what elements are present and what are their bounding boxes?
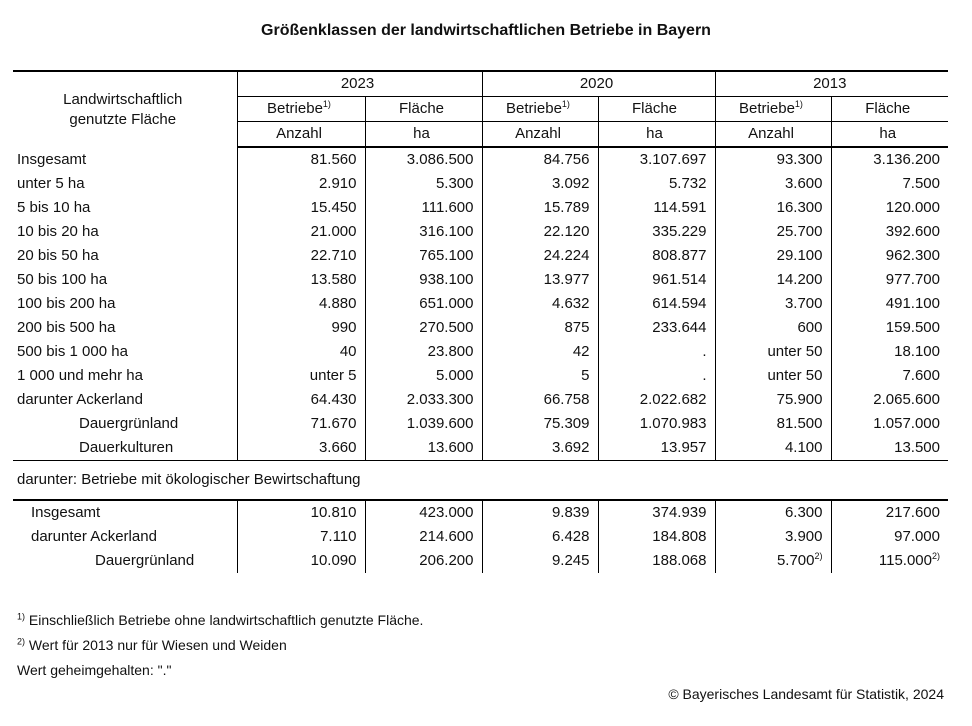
cell-value: 765.100 (365, 244, 482, 268)
cell-value: 159.500 (831, 316, 948, 340)
cell-value: 217.600 (831, 500, 948, 525)
footnote-2: $^{2)}$ Wert für 2013 nur für Wiesen und Weiden (17, 636, 287, 653)
cell-value: 977.700 (831, 268, 948, 292)
cell-value: 40 (237, 340, 365, 364)
cell-value: 3.136.200 (831, 147, 948, 172)
col-flaeche-2013: Fläche (831, 97, 948, 122)
cell-value: 1.039.600 (365, 412, 482, 436)
footnote-1: $^{1)}$ Einschließlich Betriebe ohne landwirtschaftlich genutzte Fläche. (17, 611, 424, 628)
table-row (13, 196, 948, 220)
row-label: 20 bis 50 ha (17, 247, 99, 264)
cell-value: 9.245 (482, 549, 598, 573)
cell-value: 9.839 (482, 500, 598, 525)
cell-value: 233.644 (598, 316, 715, 340)
cell-value: 1.070.983 (598, 412, 715, 436)
cell-value: 16.300 (715, 196, 831, 220)
cell-value: 188.068 (598, 549, 715, 573)
cell-value: 961.514 (598, 268, 715, 292)
table-title: Größenklassen der landwirtschaftlichen Betriebe in Bayern (261, 22, 711, 39)
table-row (13, 500, 948, 525)
cell-value: 14.200 (715, 268, 831, 292)
cell-value: 5 (482, 364, 598, 388)
cell-value: 97.000 (831, 525, 948, 549)
cell-value: 15.789 (482, 196, 598, 220)
table-row (13, 412, 948, 436)
cell-value: 10.810 (237, 500, 365, 525)
cell-value: 5.000 (365, 364, 482, 388)
row-label: 200 bis 500 ha (17, 319, 116, 336)
cell-value: 2.022.682 (598, 388, 715, 412)
cell-value: 75.900 (715, 388, 831, 412)
cell-value: 184.808 (598, 525, 715, 549)
cell-value: 4.880 (237, 292, 365, 316)
cell-value: unter 50 (715, 364, 831, 388)
unit-anzahl: Anzahl (715, 122, 831, 148)
row-label: Insgesamt (31, 504, 101, 521)
cell-value: 22.120 (482, 220, 598, 244)
year-2023-header: 2023 (237, 71, 482, 97)
cell-value: 18.100 (831, 340, 948, 364)
unit-ha: ha (598, 122, 715, 148)
cell-value: 2.910 (237, 172, 365, 196)
cell-value: 66.758 (482, 388, 598, 412)
cell-value: unter 50 (715, 340, 831, 364)
table-row (13, 292, 948, 316)
col-betriebe-2020: Betriebe$^{1)}$ (482, 97, 598, 122)
cell-value: 7.600 (831, 364, 948, 388)
copyright: © Bayerisches Landesamt für Statistik, 2024 (668, 686, 944, 702)
cell-value: 111.600 (365, 196, 482, 220)
cell-value: 13.500 (831, 436, 948, 461)
col-flaeche-2023: Fläche (365, 97, 482, 122)
row-label: darunter Ackerland (17, 391, 143, 408)
year-2020-header: 2020 (482, 71, 715, 97)
cell-value: 75.309 (482, 412, 598, 436)
unit-anzahl: Anzahl (237, 122, 365, 148)
cell-value: 115.000$^{2)}$ (831, 549, 948, 573)
cell-value: 13.600 (365, 436, 482, 461)
cell-value: 114.591 (598, 196, 715, 220)
data-table (13, 70, 948, 573)
row-label: Dauergrünland (95, 552, 195, 569)
row-label: 100 bis 200 ha (17, 295, 116, 312)
cell-value: 6.300 (715, 500, 831, 525)
row-label: Dauergrünland (79, 415, 179, 432)
cell-value: 13.580 (237, 268, 365, 292)
cell-value: 214.600 (365, 525, 482, 549)
cell-value: 64.430 (237, 388, 365, 412)
year-2013-header: 2013 (715, 71, 948, 97)
cell-value: 3.900 (715, 525, 831, 549)
cell-value: 29.100 (715, 244, 831, 268)
footnote-3: Wert geheimgehalten: "." (17, 662, 172, 678)
table-row (13, 436, 948, 461)
cell-value: 1.057.000 (831, 412, 948, 436)
cell-value: 600 (715, 316, 831, 340)
unit-ha: ha (365, 122, 482, 148)
cell-value: 4.632 (482, 292, 598, 316)
cell-value: 120.000 (831, 196, 948, 220)
oeko-rows (13, 500, 948, 573)
cell-value: 316.100 (365, 220, 482, 244)
cell-value: 21.000 (237, 220, 365, 244)
row-label-header: Landwirtschaftlich genutzte Fläche (13, 71, 237, 147)
cell-value: 651.000 (365, 292, 482, 316)
table-row (13, 172, 948, 196)
cell-value: 335.229 (598, 220, 715, 244)
cell-value: 962.300 (831, 244, 948, 268)
cell-value: 938.100 (365, 268, 482, 292)
section-label: darunter: Betriebe mit ökologischer Bewirtschaftung (13, 461, 948, 501)
cell-value: 93.300 (715, 147, 831, 172)
table-row (13, 525, 948, 549)
cell-value: 15.450 (237, 196, 365, 220)
row-label: Insgesamt (17, 150, 87, 168)
cell-value: 4.100 (715, 436, 831, 461)
row-label: 50 bis 100 ha (17, 271, 108, 288)
cell-value: . (598, 340, 715, 364)
table-row (13, 220, 948, 244)
table-row (13, 316, 948, 340)
cell-value: 2.065.600 (831, 388, 948, 412)
col-flaeche-2020: Fläche (598, 97, 715, 122)
cell-value: 23.800 (365, 340, 482, 364)
cell-value: 6.428 (482, 525, 598, 549)
table-row (13, 388, 948, 412)
col-betriebe-2023: Betriebe$^{1)}$ (237, 97, 365, 122)
col-betriebe-2013: Betriebe$^{1)}$ (715, 97, 831, 122)
cell-value: 3.600 (715, 172, 831, 196)
table-row (13, 364, 948, 388)
row-label: 10 bis 20 ha (17, 223, 99, 240)
main-rows (13, 147, 948, 461)
cell-value: 875 (482, 316, 598, 340)
row-label: 5 bis 10 ha (17, 199, 91, 216)
table-row (13, 244, 948, 268)
cell-value: 24.224 (482, 244, 598, 268)
cell-value: 206.200 (365, 549, 482, 573)
cell-value: 81.500 (715, 412, 831, 436)
cell-value: 7.110 (237, 525, 365, 549)
cell-value: 13.957 (598, 436, 715, 461)
cell-value: 42 (482, 340, 598, 364)
cell-value: 5.300 (365, 172, 482, 196)
cell-value: 423.000 (365, 500, 482, 525)
cell-value: 3.107.697 (598, 147, 715, 172)
cell-value: 491.100 (831, 292, 948, 316)
cell-value: 374.939 (598, 500, 715, 525)
cell-value: 25.700 (715, 220, 831, 244)
footnotes (17, 608, 423, 683)
unit-anzahl: Anzahl (482, 122, 598, 148)
cell-value: 614.594 (598, 292, 715, 316)
cell-value: 7.500 (831, 172, 948, 196)
row-label: 500 bis 1 000 ha (17, 343, 128, 360)
cell-value: 81.560 (237, 147, 365, 172)
cell-value: 71.670 (237, 412, 365, 436)
unit-ha: ha (831, 122, 948, 148)
cell-value: 2.033.300 (365, 388, 482, 412)
table-row (13, 549, 948, 573)
cell-value: . (598, 364, 715, 388)
row-label: 1 000 und mehr ha (17, 367, 143, 384)
cell-value: 808.877 (598, 244, 715, 268)
cell-value: 84.756 (482, 147, 598, 172)
cell-value: 392.600 (831, 220, 948, 244)
row-label: unter 5 ha (17, 175, 85, 192)
row-label: Dauerkulturen (13, 436, 237, 461)
cell-value: 22.710 (237, 244, 365, 268)
cell-value: 5.700$^{2)}$ (715, 549, 831, 573)
cell-value: 3.092 (482, 172, 598, 196)
cell-value: 10.090 (237, 549, 365, 573)
cell-value: 5.732 (598, 172, 715, 196)
cell-value: unter 5 (237, 364, 365, 388)
cell-value: 3.692 (482, 436, 598, 461)
table-row (13, 268, 948, 292)
cell-value: 270.500 (365, 316, 482, 340)
table-row (13, 147, 948, 172)
cell-value: 3.700 (715, 292, 831, 316)
row-label: darunter Ackerland (31, 528, 157, 545)
cell-value: 13.977 (482, 268, 598, 292)
table-row (13, 340, 948, 364)
cell-value: 3.660 (237, 436, 365, 461)
cell-value: 3.086.500 (365, 147, 482, 172)
cell-value: 990 (237, 316, 365, 340)
